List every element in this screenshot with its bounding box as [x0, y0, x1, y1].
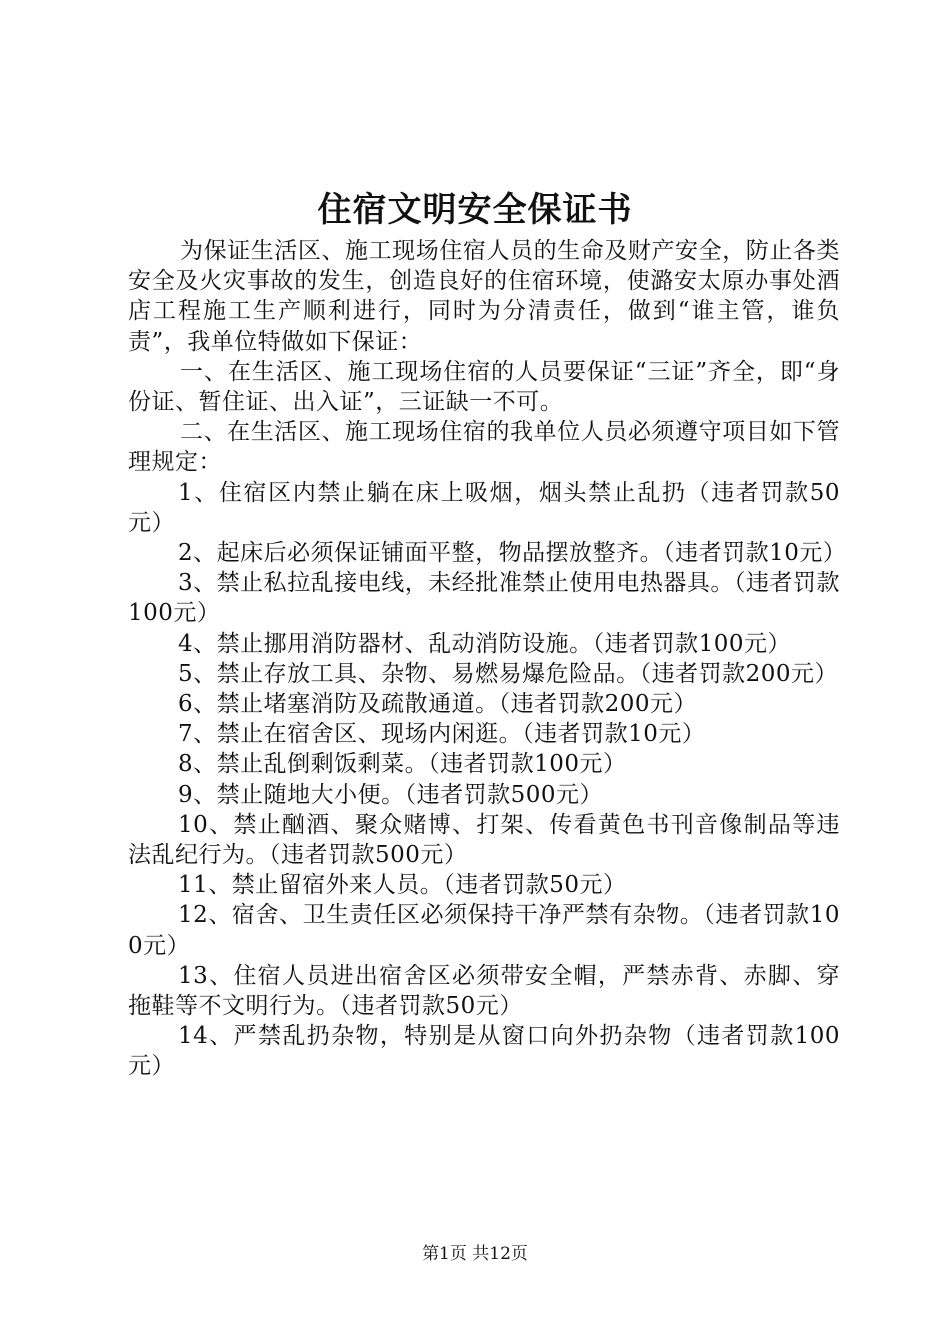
rule-item-12: 12、宿舍、卫生责任区必须保持干净严禁有杂物。（违者罚款100元） [128, 902, 840, 959]
rule-item-9: 9、禁止随地大小便。（违者罚款500元） [178, 781, 604, 808]
rule-item-11: 11、禁止留宿外来人员。（违者罚款50元） [178, 872, 627, 899]
rule-item-13: 13、住宿人员进出宿舍区必须带安全帽，严禁赤背、赤脚、穿拖鞋等不文明行为。（违者罚款50元） [128, 962, 840, 1020]
rule-item-14: 14、严禁乱扔杂物，特别是从窗口向外扔杂物（违者罚款100元） [128, 1023, 840, 1080]
rule-item-3: 3、禁止私拉乱接电线，未经批准禁止使用电热器具。（违者罚款100元） [128, 570, 840, 627]
clause-one: 一、在生活区、施工现场住宿的人员要保证“三证”齐全，即“身份证、暂住证、出入证”，三证缺一不可。 [128, 358, 840, 416]
rule-item-4: 4、禁止挪用消防器材、乱动消防设施。（违者罚款100元） [178, 630, 792, 657]
document-body [128, 236, 847, 1082]
document-title: 住宿文明安全保证书 [317, 190, 633, 230]
rule-item-2: 2、起床后必须保证铺面平整，物品摆放整齐。（违者罚款10元） [178, 540, 847, 567]
page-indicator: 第1页 共12页 [422, 1244, 528, 1264]
rule-item-8: 8、禁止乱倒剩饭剩菜。（违者罚款100元） [178, 751, 627, 778]
clause-two: 二、在生活区、施工现场住宿的我单位人员必须遵守项目如下管理规定： [128, 419, 840, 476]
intro-paragraph: 为保证生活区、施工现场住宿人员的生命及财产安全，防止各类安全及火灾事故的发生，创造良好的住宿环境，使潞安太原办事处酒店工程施工生产顺利进行，同时为分清责任，做到“谁主管，谁负责”，我单位特做如下保证： [128, 238, 840, 355]
rule-item-10: 10、禁止酗酒、聚众赌博、打架、传看黄色书刊音像制品等违法乱纪行为。（违者罚款500元） [128, 811, 840, 869]
rule-item-6: 6、禁止堵塞消防及疏散通道。（违者罚款200元） [178, 691, 698, 718]
rule-item-5: 5、禁止存放工具、杂物、易燃易爆危险品。（违者罚款200元） [178, 660, 839, 687]
rule-item-1: 1、住宿区内禁止躺在床上吸烟，烟头禁止乱扔（违者罚款50元） [128, 479, 840, 536]
rule-item-7: 7、禁止在宿舍区、现场内闲逛。（违者罚款10元） [178, 721, 706, 748]
